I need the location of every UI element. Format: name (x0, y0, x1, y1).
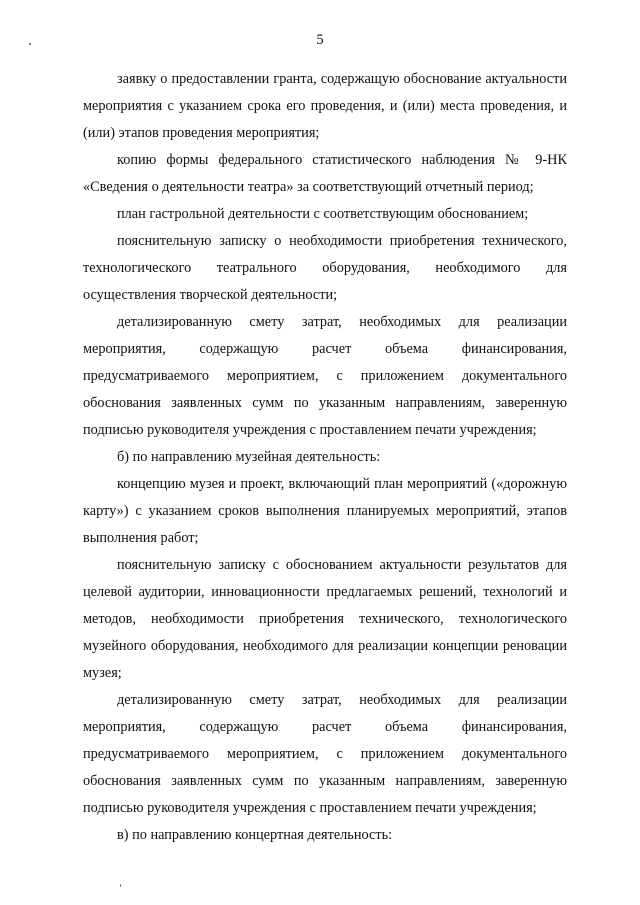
section-heading-museum: б) по направлению музейная деятельность: (117, 449, 381, 465)
paragraph-tour-plan: план гастрольной деятельности с соответствующим обоснованием; (117, 206, 529, 222)
paragraph-statistical-form: копию формы федерального статистического наблюдения № 9-НК «Сведения о деятельности театра» за соответствующий отчетный период; (83, 152, 567, 195)
scan-speck (120, 884, 121, 887)
paragraph-museum-concept: концепцию музея и проект, включающий план мероприятий («дорожную карту») с указанием сроков выполнения планируемых мероприятий, этапов выполнения работ; (83, 476, 567, 546)
paragraph-explanatory-note-theatre: пояснительную записку о необходимости приобретения технического, технологического театрального оборудования, необходимого для осуществления творческой деятельности; (83, 233, 567, 303)
section-heading-concert: в) по направлению концертная деятельность: (117, 827, 393, 843)
document-body (83, 66, 567, 849)
paragraph-cost-estimate-museum: детализированную смету затрат, необходимых для реализации мероприятия, содержащую расчет объема финансирования, предусматриваемого мероприятием, с приложением документального обоснования заявленных сумм по указанным направлениям, заверенную подписью руководителя учреждения с проставлением печати учреждения; (83, 692, 567, 816)
paragraph-grant-application: заявку о предоставлении гранта, содержащую обоснование актуальности мероприятия с указанием срока его проведения, и (или) места проведения, и (или) этапов проведения мероприятия; (83, 71, 567, 141)
paragraph-explanatory-note-museum: пояснительную записку с обоснованием актуальности результатов для целевой аудитории, инновационности предлагаемых решений, технологий и методов, необходимости приобретения технического, технологического музейного оборудования, необходимого для реализации концепции реновации музея; (83, 557, 567, 681)
paragraph-cost-estimate-theatre: детализированную смету затрат, необходимых для реализации мероприятия, содержащую расчет объема финансирования, предусматриваемого мероприятием, с приложением документального обоснования заявленных сумм по указанным направлениям, заверенную подписью руководителя учреждения с проставлением печати учреждения; (83, 314, 567, 438)
page-number: 5 (316, 32, 324, 48)
